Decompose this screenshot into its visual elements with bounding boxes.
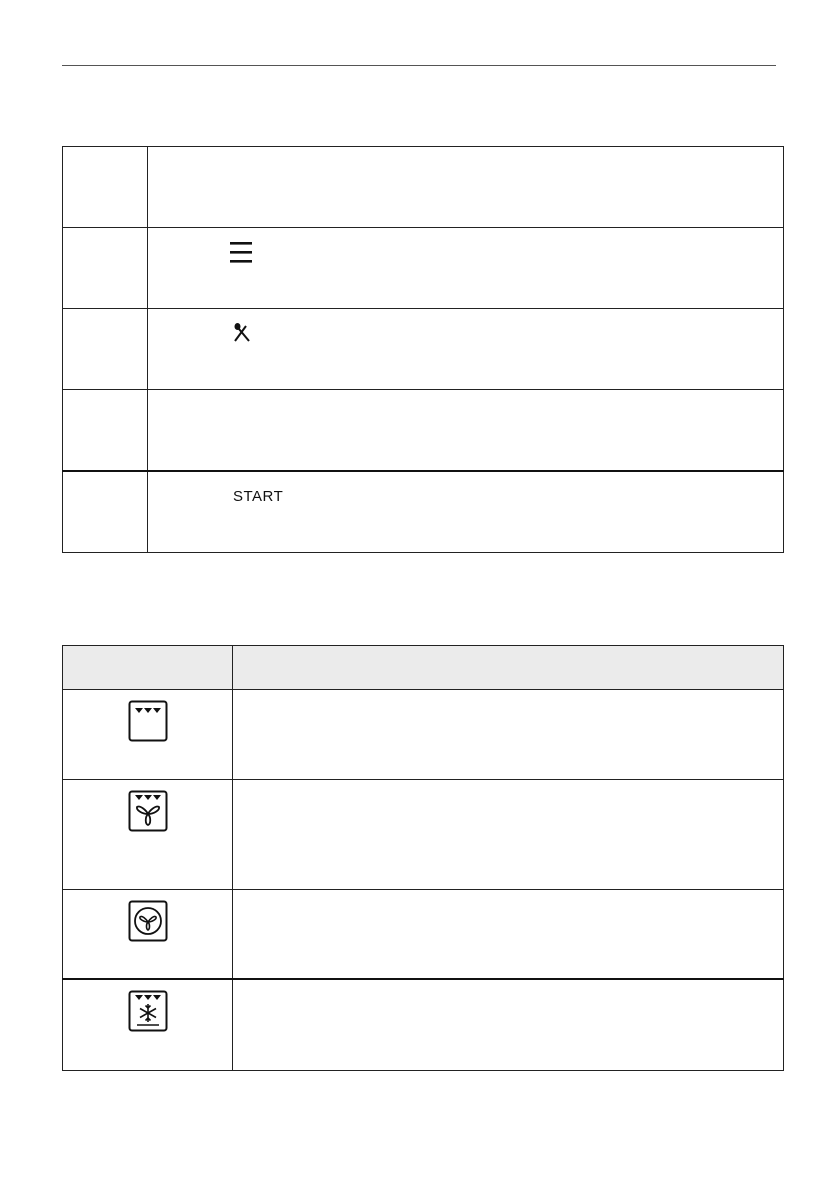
description-cell (233, 890, 784, 980)
step-row (63, 228, 784, 309)
table-row (63, 890, 784, 980)
step-row (63, 147, 784, 228)
table-row (63, 979, 784, 1071)
step-cell (148, 228, 784, 309)
step-number (63, 390, 148, 472)
step-row (63, 309, 784, 390)
table-header-row (63, 646, 784, 690)
step-number (63, 228, 148, 309)
cutlery-icon (233, 323, 251, 343)
menu-icon (230, 240, 252, 264)
step-number (63, 309, 148, 390)
description-cell (233, 690, 784, 780)
defrost-oven-icon (128, 990, 168, 1032)
icon-cell (63, 780, 233, 890)
icon-cell (63, 890, 233, 980)
step-text (148, 390, 784, 472)
icon-cell (63, 979, 233, 1071)
table-row (63, 690, 784, 780)
icon-cell (63, 690, 233, 780)
header-col-1 (63, 646, 233, 690)
step-row (63, 390, 784, 472)
step-cell (148, 309, 784, 390)
header-rule (62, 65, 776, 66)
top-heat-fan-oven-icon (128, 790, 168, 832)
step-row (63, 471, 784, 553)
top-heat-oven-icon (128, 700, 168, 742)
heating-modes-table (62, 645, 784, 1071)
fan-oven-icon (128, 900, 168, 942)
description-cell (233, 780, 784, 890)
header-col-2 (233, 646, 784, 690)
steps-table (62, 146, 784, 553)
step-cell (148, 471, 784, 553)
step-number (63, 471, 148, 553)
step-number (63, 147, 148, 228)
start-label: START (233, 488, 284, 505)
step-text (148, 147, 784, 228)
description-cell (233, 979, 784, 1071)
table-row (63, 780, 784, 890)
